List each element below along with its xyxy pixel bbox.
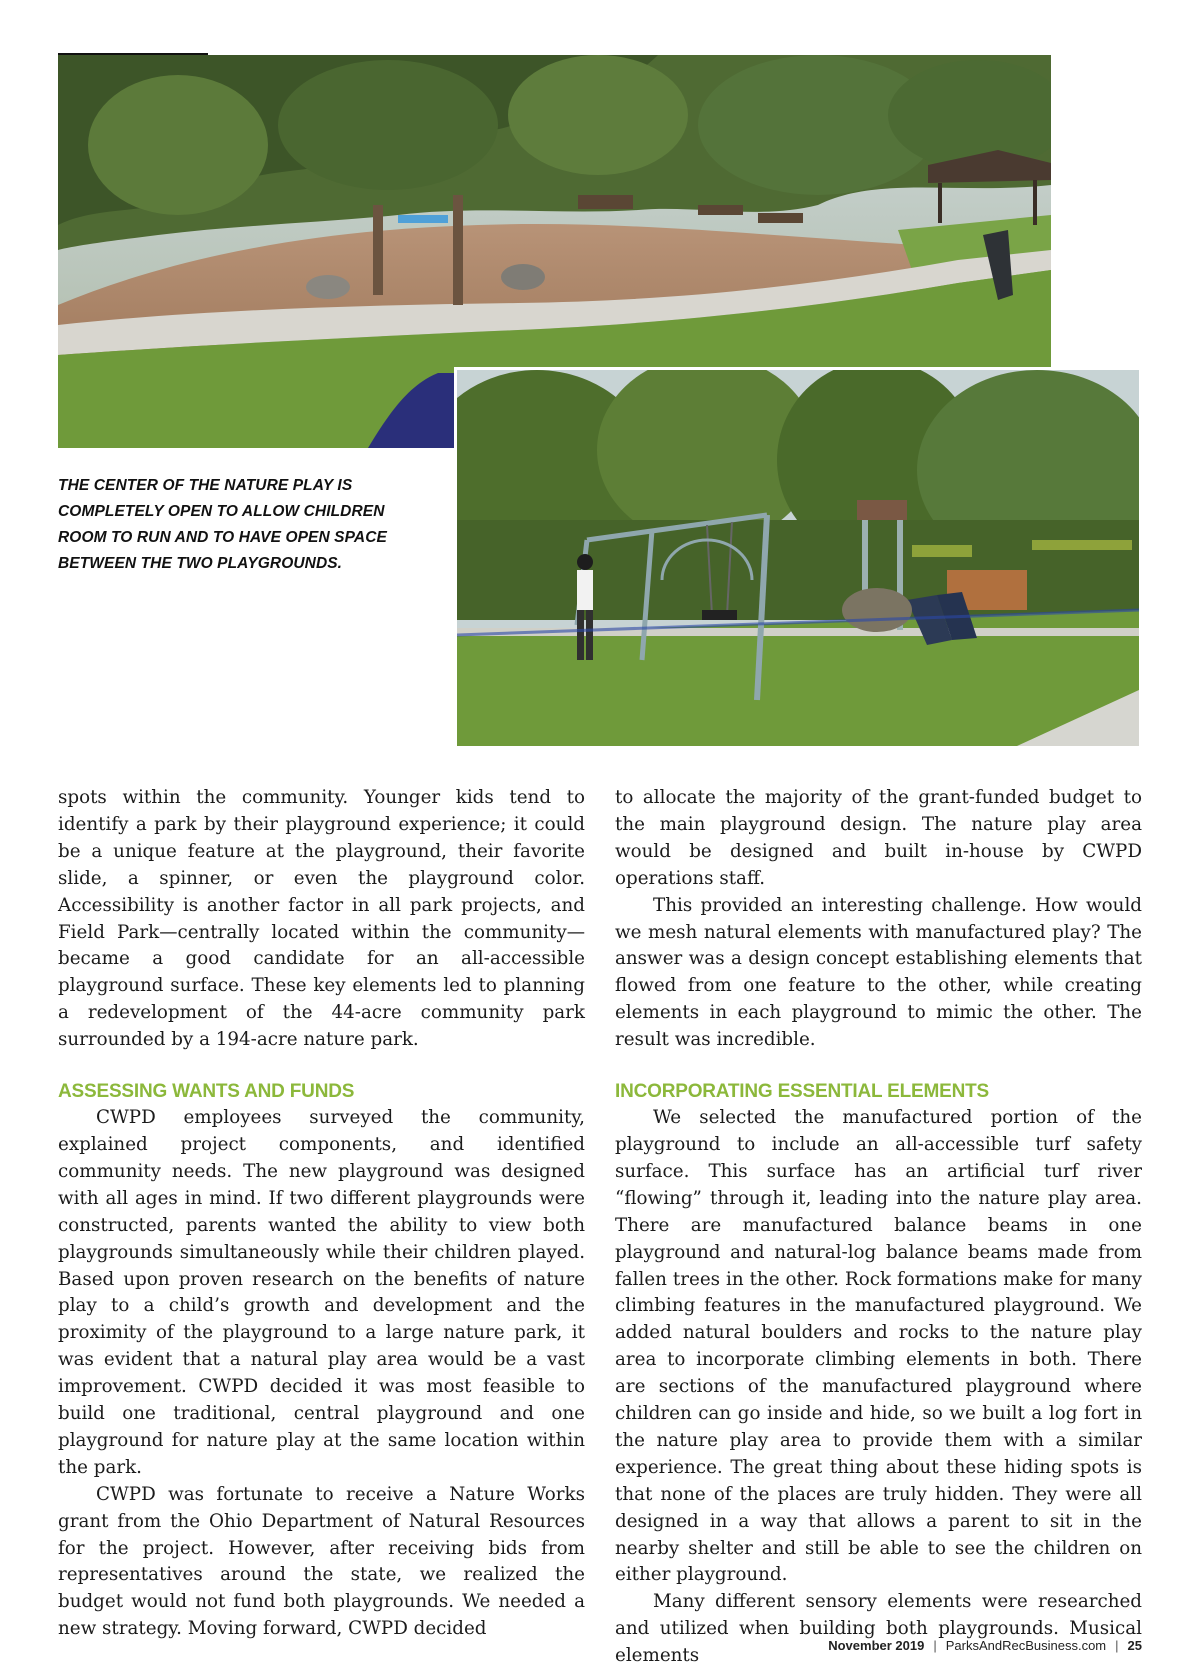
caption-line: COMPLETELY OPEN TO ALLOW CHILDREN <box>58 503 385 520</box>
body-paragraph: spots within the community. Younger kids tend to identify a park by their playground experience; it could be a unique feature at the playground, their favorite slide, a spinner, or even the playground color. Accessibility is another factor in all park projects, and Field Park—centrally located within the community—became a good candidate for an all-accessible playground surface. These key elements led to planning a redevelopment of the 44-acre community park surrounded by a 194-acre nature park. <box>58 787 585 1051</box>
body-paragraph: to allocate the majority of the grant-funded budget to the main playground design. The nature play area would be designed and built in-house by CWPD operations staff. <box>615 787 1142 889</box>
section-heading-incorporating: INCORPORATING ESSENTIAL ELEMENTS <box>615 1081 989 1103</box>
footer-separator: | <box>933 1638 937 1653</box>
body-paragraph: CWPD was fortunate to receive a Nature Works grant from the Ohio Department of Natural Resources for the project. However, after receiving bids from representatives around the state, we realized the budget would not fund both playgrounds. We needed a new strategy. Moving forward, CWPD decided <box>58 1483 585 1640</box>
photo-caption <box>58 473 438 577</box>
manufactured-playground-photo <box>454 367 1139 746</box>
body-paragraph: Many different sensory elements were researched and utilized when building both playgrounds. Musical elements <box>615 1591 1142 1667</box>
caption-line: THE CENTER OF THE NATURE PLAY IS <box>58 477 353 494</box>
caption-line: ROOM TO RUN AND TO HAVE OPEN SPACE <box>58 529 387 546</box>
body-paragraph: This provided an interesting challenge. How would we mesh natural elements with manufactured play? The answer was a design concept establishing elements that flowed from one feature to the other, while creating elements in each playground to mimic the other. The result was incredible. <box>615 894 1142 1051</box>
left-text-column <box>58 785 585 1643</box>
footer-separator: | <box>1115 1638 1119 1653</box>
body-paragraph: CWPD employees surveyed the community, explained project components, and identified community needs. The new playground was designed with all ages in mind. If two different playgrounds were constructed, parents wanted the ability to view both playgrounds simultaneously while their children played. Based upon proven research on the benefits of nature play to a child’s growth and development and the proximity of the playground to a large nature park, it was evident that a natural play area would be a vast improvement. CWPD decided it was most feasible to build one traditional, central playground and one playground for nature play at the same location within the park. <box>58 1107 585 1478</box>
footer-date: November 2019 <box>828 1638 925 1653</box>
section-heading-assessing: ASSESSING WANTS AND FUNDS <box>58 1081 355 1103</box>
right-text-column <box>615 785 1142 1670</box>
page-number: 25 <box>1127 1638 1142 1653</box>
page-footer <box>828 1638 1142 1653</box>
caption-line: BETWEEN THE TWO PLAYGROUNDS. <box>58 555 343 572</box>
manufactured-playground-photo-illustration <box>457 370 1139 746</box>
body-paragraph: We selected the manufactured portion of the playground to include an all-accessible turf safety surface. This surface has an artificial turf river “flowing” through it, leading into the nature play area. There are manufactured balance beams in one playground and natural-log balance beams made from fallen trees in the other. Rock formations make for many climbing features in the manufactured playground. We added natural boulders and rocks to the nature play area to incorporate climbing elements in both. There are sections of the manufactured playground where children can go inside and hide, so we built a log fort in the nature play area to provide them with a similar experience. The great thing about these hiding spots is that none of the places are truly hidden. They were all designed in a way that allows a parent to sit in the nearby shelter and still be able to see the children on either playground. <box>615 1107 1142 1586</box>
footer-site-link[interactable]: ParksAndRecBusiness.com <box>945 1638 1107 1653</box>
